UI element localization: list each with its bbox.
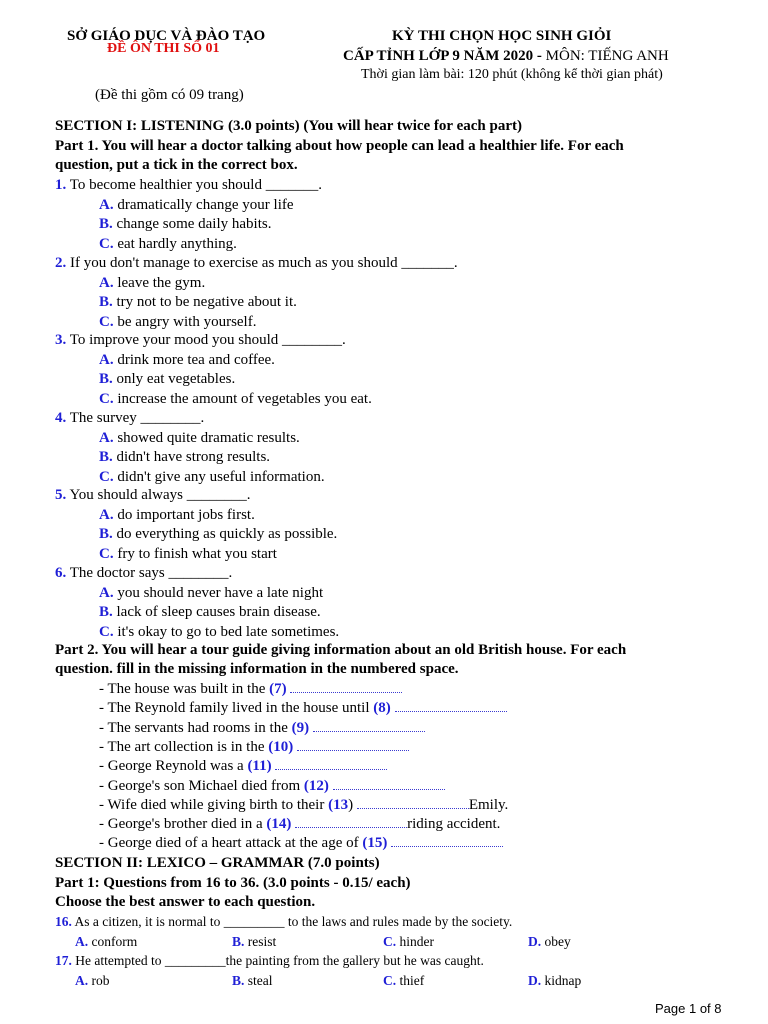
answer-option [99, 507, 255, 524]
option-letter: B. [99, 526, 113, 542]
option-text: hinder [399, 933, 434, 949]
fill-item [99, 700, 507, 717]
section2-title: SECTION II: LEXICO – GRAMMAR (7.0 points) [55, 855, 380, 871]
option-text: showed quite dramatic results. [117, 429, 300, 446]
option-letter: B. [99, 604, 113, 620]
option-letter: C. [99, 313, 114, 330]
option-letter: A. [99, 584, 114, 601]
fill-item-text: - George died of a heart attack at the age of [99, 835, 359, 852]
question-text: The doctor says ________. [69, 565, 233, 581]
question-stem [55, 953, 484, 969]
fill-item [99, 720, 425, 737]
option-text: steal [247, 972, 273, 988]
answer-option [99, 216, 271, 233]
answer-option [383, 934, 434, 950]
question-number: 2. [55, 255, 67, 271]
option-text: leave the gym. [117, 274, 206, 291]
section1-title: SECTION I: LISTENING (3.0 points) (You will hear twice for each part) [55, 118, 522, 134]
part2-instruction-line1: Part 2. You will hear a tour guide giving information about an old British house. For each [55, 642, 627, 658]
answer-option [75, 973, 110, 989]
fill-item-text: - The art collection is in the [99, 738, 269, 755]
option-text: kidnap [544, 972, 582, 988]
answer-option [99, 352, 275, 369]
option-letter: B. [99, 294, 113, 310]
answer-option [99, 391, 372, 408]
fill-item-text: - The Reynold family lived in the house until [99, 700, 370, 717]
option-text: drink more tea and coffee. [117, 351, 275, 368]
fill-item-text: - The house was built in the [99, 681, 266, 697]
answer-option [99, 469, 325, 486]
option-text: dramatically change your life [117, 196, 294, 213]
blank-number: (14) [266, 816, 292, 833]
fill-item-text: - George's son Michael died from [99, 777, 301, 794]
exam-set-label: ĐỀ ÔN THI SỐ 01 [107, 41, 220, 56]
answer-blank [297, 739, 409, 751]
answer-blank [333, 778, 445, 790]
section2-instruction: Choose the best answer to each question. [55, 894, 316, 910]
answer-blank [395, 700, 507, 712]
option-letter: A. [99, 429, 114, 446]
question-text: To improve your mood you should ________. [69, 332, 346, 348]
option-letter: A. [99, 351, 114, 368]
option-letter: A. [75, 972, 89, 988]
blank-number: (15) [362, 835, 388, 852]
option-letter: A. [99, 506, 114, 523]
answer-option [99, 371, 235, 388]
department-name: SỞ GIÁO DỤC VÀ ĐÀO TẠO [67, 28, 266, 44]
option-letter: B. [232, 972, 245, 988]
option-text: only eat vegetables. [116, 371, 236, 387]
option-text: try not to be negative about it. [116, 294, 297, 310]
blank-number: (8) [373, 700, 391, 717]
option-text: obey [544, 933, 571, 949]
option-letter: C. [383, 933, 397, 949]
option-letter: C. [383, 972, 397, 988]
pages-note: (Đề thi gồm có 09 trang) [95, 87, 244, 103]
answer-option [232, 934, 276, 950]
question-text: He attempted to _________the painting from the gallery but he was caught. [75, 953, 484, 968]
blank-number: (10) [268, 738, 294, 755]
question-stem [55, 410, 204, 427]
part1-instruction-line1: Part 1. You will hear a doctor talking about how people can lead a healthier life. For each [55, 138, 624, 154]
answer-option [232, 973, 273, 989]
exam-level: CẤP TỈNH LỚP 9 NĂM 2020 - [343, 48, 542, 64]
answer-option [99, 624, 339, 641]
answer-option [99, 314, 256, 331]
blank-number: (7) [269, 681, 287, 697]
answer-option [75, 934, 137, 950]
fill-item-suffix: Emily. [468, 796, 509, 813]
answer-blank [313, 720, 425, 732]
option-text: thief [399, 972, 425, 988]
option-letter: B. [232, 933, 245, 949]
option-letter: B. [99, 449, 113, 465]
option-text: conform [91, 933, 138, 949]
question-stem [55, 487, 250, 504]
option-text: didn't give any useful information. [117, 468, 325, 485]
answer-option [99, 236, 237, 253]
question-stem [55, 255, 458, 272]
question-number: 3. [55, 332, 67, 348]
question-number: 1. [55, 177, 67, 193]
exam-title: KỲ THI CHỌN HỌC SINH GIỎI [392, 28, 612, 44]
question-number: 17. [55, 953, 72, 968]
question-text: The survey ________. [69, 410, 205, 426]
part1-instruction-line2: question, put a tick in the correct box. [55, 157, 298, 173]
fill-item [99, 758, 387, 775]
answer-option [99, 275, 205, 292]
answer-blank [290, 681, 402, 693]
question-stem [55, 565, 232, 582]
option-text: increase the amount of vegetables you eat. [117, 390, 372, 407]
exam-subject: MÔN: TIẾNG ANH [545, 48, 669, 64]
answer-option [99, 526, 337, 543]
fill-item [99, 835, 503, 852]
option-text: you should never have a late night [117, 584, 324, 601]
option-text: be angry with yourself. [117, 313, 257, 330]
question-number: 6. [55, 565, 67, 581]
answer-option [99, 604, 321, 621]
page-number: Page 1 of 8 [655, 1001, 722, 1016]
option-letter: C. [99, 468, 114, 485]
option-letter: D. [528, 972, 542, 988]
option-letter: A. [75, 933, 89, 949]
answer-option [99, 294, 297, 311]
answer-option [528, 934, 571, 950]
question-stem [55, 332, 346, 349]
option-text: it's okay to go to bed late sometimes. [117, 623, 340, 640]
question-text: You should always ________. [69, 487, 251, 503]
part2-instruction-line2: question. fill in the missing information in the numbered space. [55, 661, 459, 677]
option-letter: C. [99, 545, 114, 562]
question-text: As a citizen, it is normal to _________ to the laws and rules made by the society. [74, 914, 513, 929]
exam-duration: Thời gian làm bài: 120 phút (không kể thời gian phát) [361, 67, 663, 82]
option-text: do important jobs first. [117, 506, 255, 523]
answer-option [383, 973, 424, 989]
option-letter: A. [99, 196, 114, 213]
fill-item-suffix: riding accident. [407, 816, 501, 833]
blank-number: (13 [328, 796, 349, 813]
answer-option [528, 973, 581, 989]
option-letter: C. [99, 235, 114, 252]
question-number: 16. [55, 914, 72, 929]
option-text: change some daily habits. [116, 216, 272, 232]
blank-number: (9) [291, 719, 310, 736]
option-text: lack of sleep causes brain disease. [116, 604, 321, 620]
option-text: didn't have strong results. [116, 449, 271, 465]
fill-item-text: - Wife died while giving birth to their [99, 796, 325, 813]
answer-option [99, 585, 323, 602]
question-stem [55, 177, 322, 194]
fill-item [99, 739, 409, 756]
option-letter: C. [99, 390, 114, 407]
question-number: 5. [55, 487, 67, 503]
section2-part1-title: Part 1: Questions from 16 to 36. (3.0 points - 0.15/ each) [55, 875, 411, 891]
question-stem [55, 914, 512, 930]
answer-blank [295, 816, 407, 828]
option-text: resist [247, 933, 277, 949]
fill-item [99, 816, 500, 833]
option-text: do everything as quickly as possible. [116, 526, 338, 542]
answer-option [99, 430, 300, 447]
option-letter: B. [99, 216, 113, 232]
option-text: rob [91, 972, 110, 988]
answer-option [99, 449, 270, 466]
option-letter: B. [99, 371, 113, 387]
question-text: If you don't manage to exercise as much as you should _______. [70, 255, 458, 271]
answer-option [99, 197, 294, 214]
fill-item-text: - George's brother died in a [99, 816, 267, 833]
option-text: fry to finish what you start [117, 545, 277, 562]
answer-blank [391, 835, 503, 847]
option-text: eat hardly anything. [117, 235, 237, 252]
option-letter: C. [99, 623, 114, 640]
answer-blank [357, 797, 469, 809]
option-letter: A. [99, 274, 114, 291]
fill-item-text: - The servants had rooms in the [99, 719, 292, 736]
fill-item [99, 681, 402, 698]
blank-number: (11) [247, 758, 272, 775]
question-text: To become healthier you should _______. [69, 177, 322, 193]
question-number: 4. [55, 410, 67, 426]
answer-blank [275, 758, 387, 770]
option-letter: D. [528, 933, 542, 949]
fill-item: - Wife died while giving birth to their (13) Emily. [99, 796, 509, 813]
fill-item [99, 778, 445, 795]
answer-option [99, 546, 277, 563]
blank-number: (12) [303, 777, 329, 794]
fill-item-text: - George Reynold was a [99, 758, 244, 775]
exam-subtitle [343, 48, 669, 65]
